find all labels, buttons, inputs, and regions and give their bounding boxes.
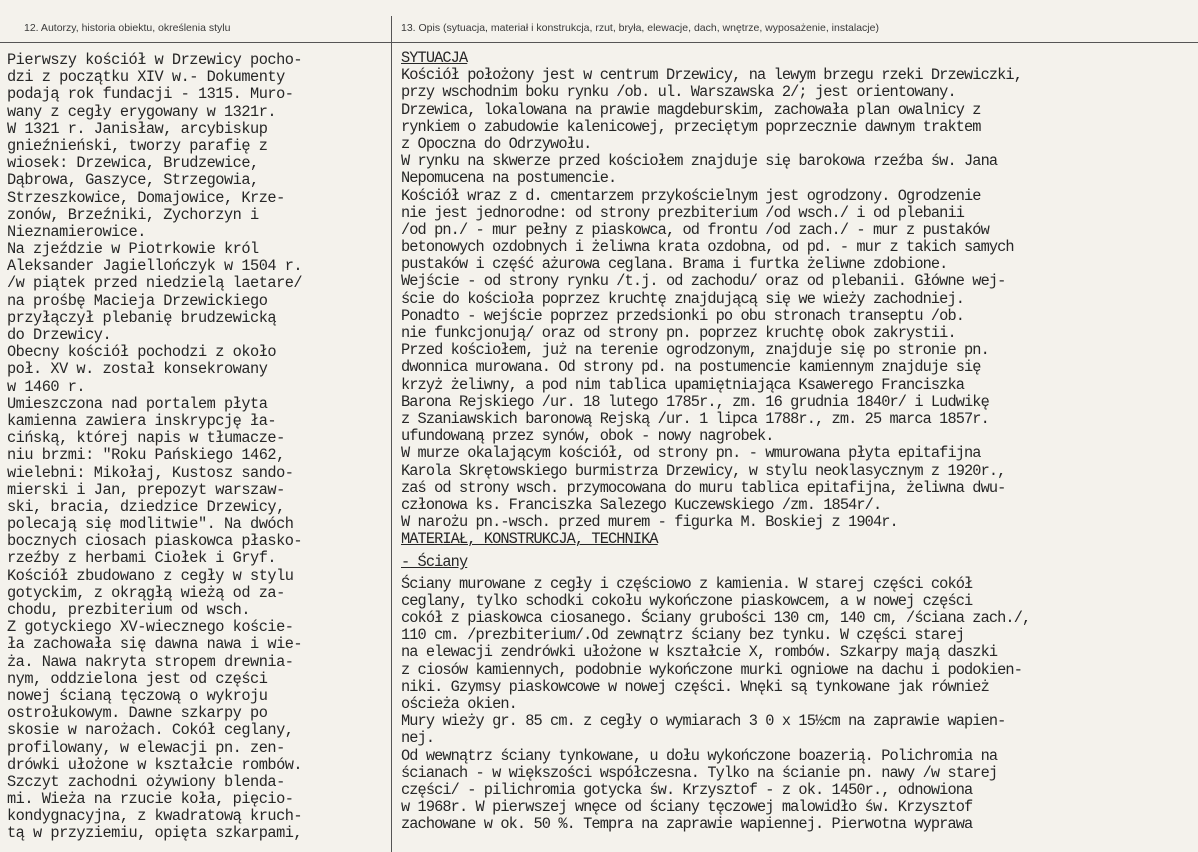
history-text-line: kondygnacyjna, z kwadratową kruch- <box>7 807 303 826</box>
description-text-column <box>401 50 1030 833</box>
history-text-line: polecają się modlitwie". Na dwóch <box>7 515 294 534</box>
description-text-line: W murze okalającym kościół, od strony pn. - wmurowana płyta epitafijna <box>401 444 981 463</box>
description-text-line: nie jest jednorodne: od strony prezbiterium /od wsch./ i od plebanii <box>401 203 965 222</box>
history-text-line: rzeźby z herbami Ciołek i Gryf. <box>7 549 277 568</box>
history-text-line: niu brzmi: "Roku Pańskiego 1462, <box>7 446 285 465</box>
history-text-line: wiosek: Drzewica, Brudzewice, <box>7 154 259 173</box>
description-text-line: na elewacji zendrówki ułożone w kształcie X, rombów. Szkarpy mają daszki <box>401 643 998 662</box>
history-text-line: dzi z początku XIV w.- Dokumenty <box>7 68 285 87</box>
history-text-line: Z gotyckiego XV-wiecznego koście- <box>7 618 294 637</box>
description-text-line: betonowych ozdobnych i żeliwna krata ozdobna, od pd. - mur z takich samych <box>401 238 1014 257</box>
description-text-line: 110 cm. /prezbiterium/.Od zewnątrz ściany bez tynku. W części starej <box>401 626 965 645</box>
history-text-line: profilowany, w elewacji pn. zen- <box>7 738 285 757</box>
history-text-line: Kościół zbudowano z cegły w stylu <box>7 566 294 585</box>
description-text-line: W narożu pn.-wsch. przed murem - figurka M. Boskiej z 1904r. <box>401 513 898 532</box>
history-text-line: na prośbę Macieja Drzewickiego <box>7 291 268 310</box>
history-text-line: bocznych ciosach piaskowca płasko- <box>7 532 303 551</box>
description-text-line: Od wewnątrz ściany tynkowane, u dołu wykończone boazerią. Polichromia na <box>401 746 998 765</box>
description-text-line: z Szaniawskich baronową Rejską /ur. 1 lipca 1788r., zm. 25 marca 1857r. <box>401 409 989 428</box>
history-text-line: przyłączył plebanię brudzewicką <box>7 308 277 327</box>
history-text-line: W 1321 r. Janisław, arcybiskup <box>7 119 268 138</box>
history-text-line: nym, oddzielona jest od części <box>7 669 268 688</box>
history-text-line: gotyckim, z okrągłą wieżą od za- <box>7 583 285 602</box>
history-text-line: mierski i Jan, prepozyt warszaw- <box>7 480 285 499</box>
history-text-line: Umieszczona nad portalem płyta <box>7 394 268 413</box>
history-text-line: podają rok fundacji - 1315. Muro- <box>7 85 294 104</box>
description-text-line: Wejście - od strony rynku /t.j. od zachodu/ oraz od plebanii. Główne wej- <box>401 272 1006 291</box>
history-text-line: ża. Nawa nakryta stropem drewnia- <box>7 652 294 671</box>
history-text-line: Aleksander Jagiellończyk w 1504 r. <box>7 257 303 276</box>
history-text-line: tą w przyziemiu, opięta szkarpami, <box>7 824 303 843</box>
history-text-line: kamienna zawiera inskrypcję ła- <box>7 411 277 430</box>
description-text-line: w 1968r. W pierwszej wnęce od ściany tęczowej malowidło św. Krzysztof <box>401 798 973 817</box>
description-text-line: ście do kościoła poprzez kruchtę znajdującą się we wieży zachodniej. <box>401 289 965 308</box>
description-text-line: cokół z piaskowca ciosanego. Ściany grubości 130 cm, 140 cm, /ściana zach./, <box>401 609 1031 627</box>
column-divider <box>391 16 392 852</box>
description-text-line: Ściany murowane z cegły i częściowo z kamienia. W starej części cokół <box>401 574 973 593</box>
history-text-line: Szczyt zachodni ożywiony blenda- <box>7 772 285 791</box>
description-text-line: z Opoczna do Odrzywołu. <box>401 134 592 153</box>
history-text-line: Pierwszy kościół w Drzewicy pocho- <box>7 51 303 69</box>
history-text-line: poł. XV w. został konsekrowany <box>7 360 268 379</box>
history-text-column <box>7 52 302 843</box>
section-heading <box>401 50 1030 67</box>
section-heading <box>401 554 1030 571</box>
history-text-line: w 1460 r. <box>7 377 86 396</box>
description-text-line: z ciosów kamiennych, podobnie wykończone murki ogniowe na dachu i podokien- <box>401 660 1022 679</box>
description-text-line: Karola Skrętowskiego burmistrza Drzewicy, w stylu neoklasycznym z 1920r., <box>401 461 1006 480</box>
history-text-line: ski, bracia, dziedzice Drzewicy, <box>7 497 285 516</box>
history-text-line: skosie w narożach. Cokół ceglany, <box>7 721 294 740</box>
history-text-line: Na zjeździe w Piotrkowie król <box>7 240 259 259</box>
history-text-line: ostrołukowym. Dawne szkarpy po <box>7 704 268 723</box>
history-text-line: gnieźnieński, tworzy parafię z <box>7 136 268 155</box>
section-heading-text: MATERIAŁ, KONSTRUKCJA, TECHNIKA <box>401 530 658 549</box>
history-text-line: drówki ułożone w kształcie rombów. <box>7 755 303 774</box>
description-text-line: ścianach - w większości współczesna. Tylko na ścianie pn. nawy /w starej <box>401 763 998 782</box>
history-text-line: /w piątek przed niedzielą laetare/ <box>7 274 303 293</box>
header-description: 13. Opis (sytuacja, materiał i konstrukcja, rzut, bryła, elewacje, dach, wnętrze, wyposażenie, instalacje) <box>401 22 879 34</box>
history-text-line: Strzeszkowice, Domajowice, Krze- <box>7 188 285 207</box>
description-text-line: niki. Gzymsy piaskowcowe w nowej części. Wnęki są tynkowane jak również <box>401 677 989 696</box>
header-authors-history: 12. Autorzy, historia obiektu, określenia stylu <box>24 22 231 34</box>
description-text-line: W rynku na skwerze przed kościołem znajduje się barokowa rzeźba św. Jana <box>401 152 998 171</box>
section-heading <box>401 531 1030 548</box>
description-text-line: Barona Rejskiego /ur. 18 lutego 1785r., zm. 16 grudnia 1840r/ i Ludwikę <box>401 392 989 411</box>
description-text-line: rynkiem o zabudowie kalenicowej, przeciętym poprzecznie dawnym traktem <box>401 117 981 136</box>
description-text-line: nie funkcjonują/ oraz od strony pn. poprzez kruchtę obok zakrystii. <box>401 324 956 342</box>
header-divider <box>0 42 1198 43</box>
description-text-line: Kościół wraz z d. cmentarzem przykościelnym jest ogrodzony. Ogrodzenie <box>401 186 981 205</box>
description-text-line: krzyż żeliwny, a pod nim tablica upamiętniająca Ksawerego Franciszka <box>401 375 965 394</box>
description-text-line: przy wschodnim boku rynku /ob. ul. Warszawska 2/; jest orientowany. <box>401 83 956 102</box>
description-text-line: Nepomucena na postumencie. <box>401 169 617 188</box>
description-text-line: ceglany, tylko schodki cokołu wykończone piaskowcem, a w nowej części <box>401 591 973 610</box>
history-text-line: ła zachowała się dawna nawa i wie- <box>7 635 303 654</box>
history-text-line: Dąbrowa, Gaszyce, Strzegowia, <box>7 171 259 190</box>
description-text-line: zaś od strony wsch. przymocowana do muru tablica epitafijna, żeliwna dwu- <box>401 478 1006 497</box>
description-text-line: dwonnica murowana. Od strony pd. na postumencie kamiennym znajduje się <box>401 358 981 377</box>
history-text-line: chodu, prezbiterium od wsch. <box>7 601 251 619</box>
history-text-line: do Drzewicy. <box>7 326 112 344</box>
section-heading-text: SYTUACJA <box>401 49 468 67</box>
history-text-line: mi. Wieża na rzucie koła, pięcio- <box>7 790 294 809</box>
description-text-line: Mury wieży gr. 85 cm. z cegły o wymiarach 3 0 x 15½cm na zaprawie wapien- <box>401 712 1006 731</box>
description-text-line: ościeża okien. <box>401 694 517 713</box>
history-text-line: cińską, której napis w tłumacze- <box>7 429 285 448</box>
history-text-line: wany z cegły erygowany w 1321r. <box>7 102 277 121</box>
description-text-line: Przed kościołem, już na terenie ogrodzonym, znajduje się po stronie pn. <box>401 341 989 360</box>
history-text-line: nowej ścianą tęczową o wykroju <box>7 686 268 705</box>
description-text-line: Drzewica, lokalowana na prawie magdeburskim, zachowała plan owalnicy z <box>401 100 981 119</box>
description-text-line: Ponadto - wejście poprzez przedsionki po obu stronach transeptu /ob. <box>401 306 965 325</box>
description-text-line: /od pn./ - mur pełny z piaskowca, od frontu /od zach./ - mur z pustaków <box>401 220 989 239</box>
history-text-line: wielebni: Mikołaj, Kustosz sando- <box>7 463 294 482</box>
history-text-line: Obecny kościół pochodzi z około <box>7 343 277 362</box>
description-text-line: części/ - pilichromia gotycka św. Krzysztof - z ok. 1450r., odnowiona <box>401 780 973 799</box>
history-text-line: zonów, Brzeźniki, Zychorzyn i <box>7 205 259 224</box>
description-text-line: zachowane w ok. 50 %. Tempra na zaprawie wapiennej. Pierwotna wyprawa <box>401 815 973 834</box>
description-text-line: Kościół położony jest w centrum Drzewicy, na lewym brzegu rzeki Drzewiczki, <box>401 66 1022 85</box>
description-text-line: członowa ks. Franciszka Salezego Kuczewskiego /zm. 1854r/. <box>401 495 882 514</box>
description-text-line: ufundowaną przez synów, obok - nowy nagrobek. <box>401 427 774 446</box>
section-heading-text: - Ściany <box>401 553 468 572</box>
description-text-line: pustaków i część ażurowa ceglana. Brama i furtka żeliwne zdobione. <box>401 255 948 274</box>
description-text-line: nej. <box>401 729 435 748</box>
history-text-line: Nieznamierowice. <box>7 222 146 241</box>
